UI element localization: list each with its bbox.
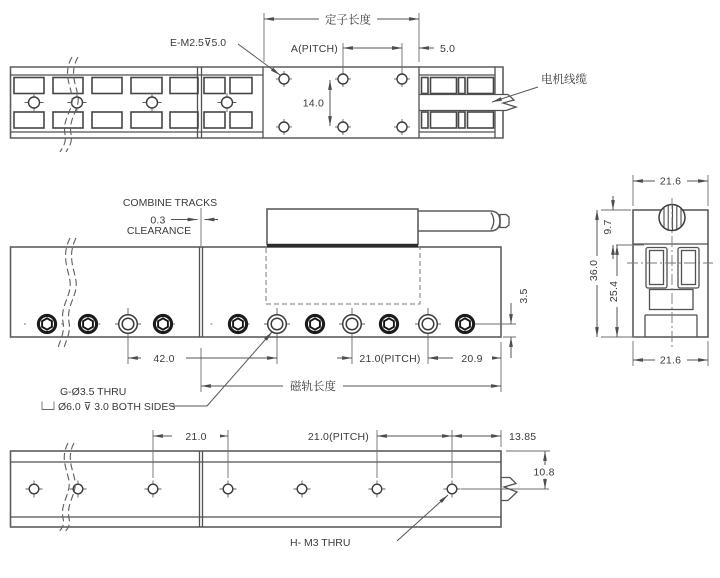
top-view-dimensions <box>170 12 587 126</box>
clearance-word-label: CLEARANCE <box>126 225 192 237</box>
stator-thread-hole <box>335 71 351 87</box>
hex-socket-screw-icon <box>154 315 171 332</box>
counterbore-hole-icon <box>264 308 290 340</box>
track-joint <box>200 247 203 337</box>
dim-21-pitch-bottom-label: 21.0(PITCH) <box>307 431 369 443</box>
magnet-pocket <box>230 112 252 128</box>
clearance-value-label: 0.3 <box>150 214 166 227</box>
magnet-track-length-label: 磁轨长度 <box>290 381 336 393</box>
dim-25-4-label: 25.4 <box>608 280 620 303</box>
magnet-pocket <box>459 78 466 94</box>
m3-thru-hole <box>145 481 162 498</box>
hidden-stator-outline <box>266 248 420 304</box>
magnet-pocket <box>422 112 429 128</box>
hex-socket-screw-icon <box>38 315 55 332</box>
counterbore-hole-icon <box>415 308 441 340</box>
bottom-view-holes <box>26 481 461 498</box>
magnet-pocket <box>170 112 198 128</box>
magnet-pocket <box>14 112 44 128</box>
hole-callout-leader <box>170 332 272 406</box>
stator-thread-hole <box>335 119 351 135</box>
dim-3-5-label: 3.5 <box>518 288 530 304</box>
front-view-dimensions <box>42 197 530 413</box>
track-base <box>645 315 697 337</box>
magnet-pocket <box>431 112 457 128</box>
stator-thread-hole <box>276 119 292 135</box>
combine-tracks-label: COMBINE TRACKS <box>122 197 218 209</box>
m3-thru-hole <box>294 481 311 498</box>
dim-10-8-label: 10.8 <box>533 466 555 479</box>
counterbore-hole-icon <box>115 308 141 340</box>
magnet-pocket <box>459 112 466 128</box>
magnet-pocket <box>131 112 162 128</box>
m3-thru-hole <box>220 481 237 498</box>
dim-21-6-bottom-label: 21.6 <box>659 354 682 367</box>
magnet-pocket <box>14 78 44 94</box>
track-mounting-hole <box>218 93 237 112</box>
magnet-pocket <box>170 78 198 94</box>
magnet-pocket <box>431 78 457 94</box>
magnet-pocket <box>92 112 122 128</box>
bottom-view <box>11 429 562 549</box>
m3-hole-callout-label: H- M3 THRU <box>290 537 351 549</box>
track-mounting-hole <box>25 93 44 112</box>
motor-slider <box>267 209 418 245</box>
dim-13-85-label: 13.85 <box>509 431 537 443</box>
magnet-pocket <box>468 78 494 94</box>
cable-break-icon <box>503 95 516 111</box>
coil-bars <box>646 248 699 289</box>
hole-callout-line1: G-Ø3.5 THRU <box>60 386 127 398</box>
hole-callout-line2: Ø6.0 ⊽ 3.0 BOTH SIDES <box>58 401 176 413</box>
magnet-pocket <box>131 78 162 94</box>
dim-21-6-top-label: 21.6 <box>659 175 682 188</box>
magnet-pocket <box>422 78 429 94</box>
front-view-break-line <box>58 238 76 348</box>
magnet-pocket <box>204 112 225 128</box>
side-section-view <box>588 174 713 367</box>
cable-channel <box>419 95 508 111</box>
hex-socket-screw-icon <box>79 315 96 332</box>
front-view <box>11 197 531 413</box>
dim-9-7-label: 9.7 <box>602 219 614 235</box>
hex-socket-screw-icon <box>380 315 397 332</box>
m3-thru-hole <box>369 481 386 498</box>
m3-thru-hole <box>70 481 87 498</box>
dim-36-0-label: 36.0 <box>588 259 600 282</box>
dim-21-0-label: 21.0 <box>185 431 207 443</box>
slider-base-strip <box>267 244 418 247</box>
stator-length-label: 定子长度 <box>325 14 371 27</box>
dim-20-9-label: 20.9 <box>461 353 483 365</box>
dim-5-label: 5.0 <box>440 43 456 55</box>
magnet-pocket <box>204 78 225 94</box>
top-view <box>11 12 588 152</box>
pitch-a-label: A(PITCH) <box>290 43 338 55</box>
dim-21-pitch-label: 21.0(PITCH) <box>359 353 421 365</box>
dim-42-label: 42.0 <box>153 353 175 365</box>
counterbore-hole-icon <box>339 308 365 340</box>
magnet-pocket <box>230 78 252 94</box>
m3-thru-hole <box>26 481 43 498</box>
hex-socket-screw-icon <box>229 315 246 332</box>
stator-thread-hole <box>394 71 410 87</box>
front-view-holes <box>38 308 473 340</box>
hex-socket-screw-icon <box>456 315 473 332</box>
counterbore-symbol-icon <box>42 402 54 410</box>
stator-thread-hole <box>394 119 410 135</box>
thread-callout-leader <box>238 44 280 75</box>
cable-connector <box>500 215 509 228</box>
m3-callout-leader <box>397 495 448 541</box>
cable-tube <box>418 211 500 231</box>
magnet-pocket <box>92 78 122 94</box>
motor-cable-label: 电机线缆 <box>541 74 587 86</box>
track-cavity <box>650 290 694 310</box>
m3-thru-hole <box>444 481 461 498</box>
track-mounting-hole <box>143 93 162 112</box>
thread-callout-label: E-M2.5⊽5.0 <box>170 37 227 49</box>
magnet-pocket <box>468 112 494 128</box>
dim-14-label: 14.0 <box>302 97 324 110</box>
hex-socket-screw-icon <box>306 315 323 332</box>
